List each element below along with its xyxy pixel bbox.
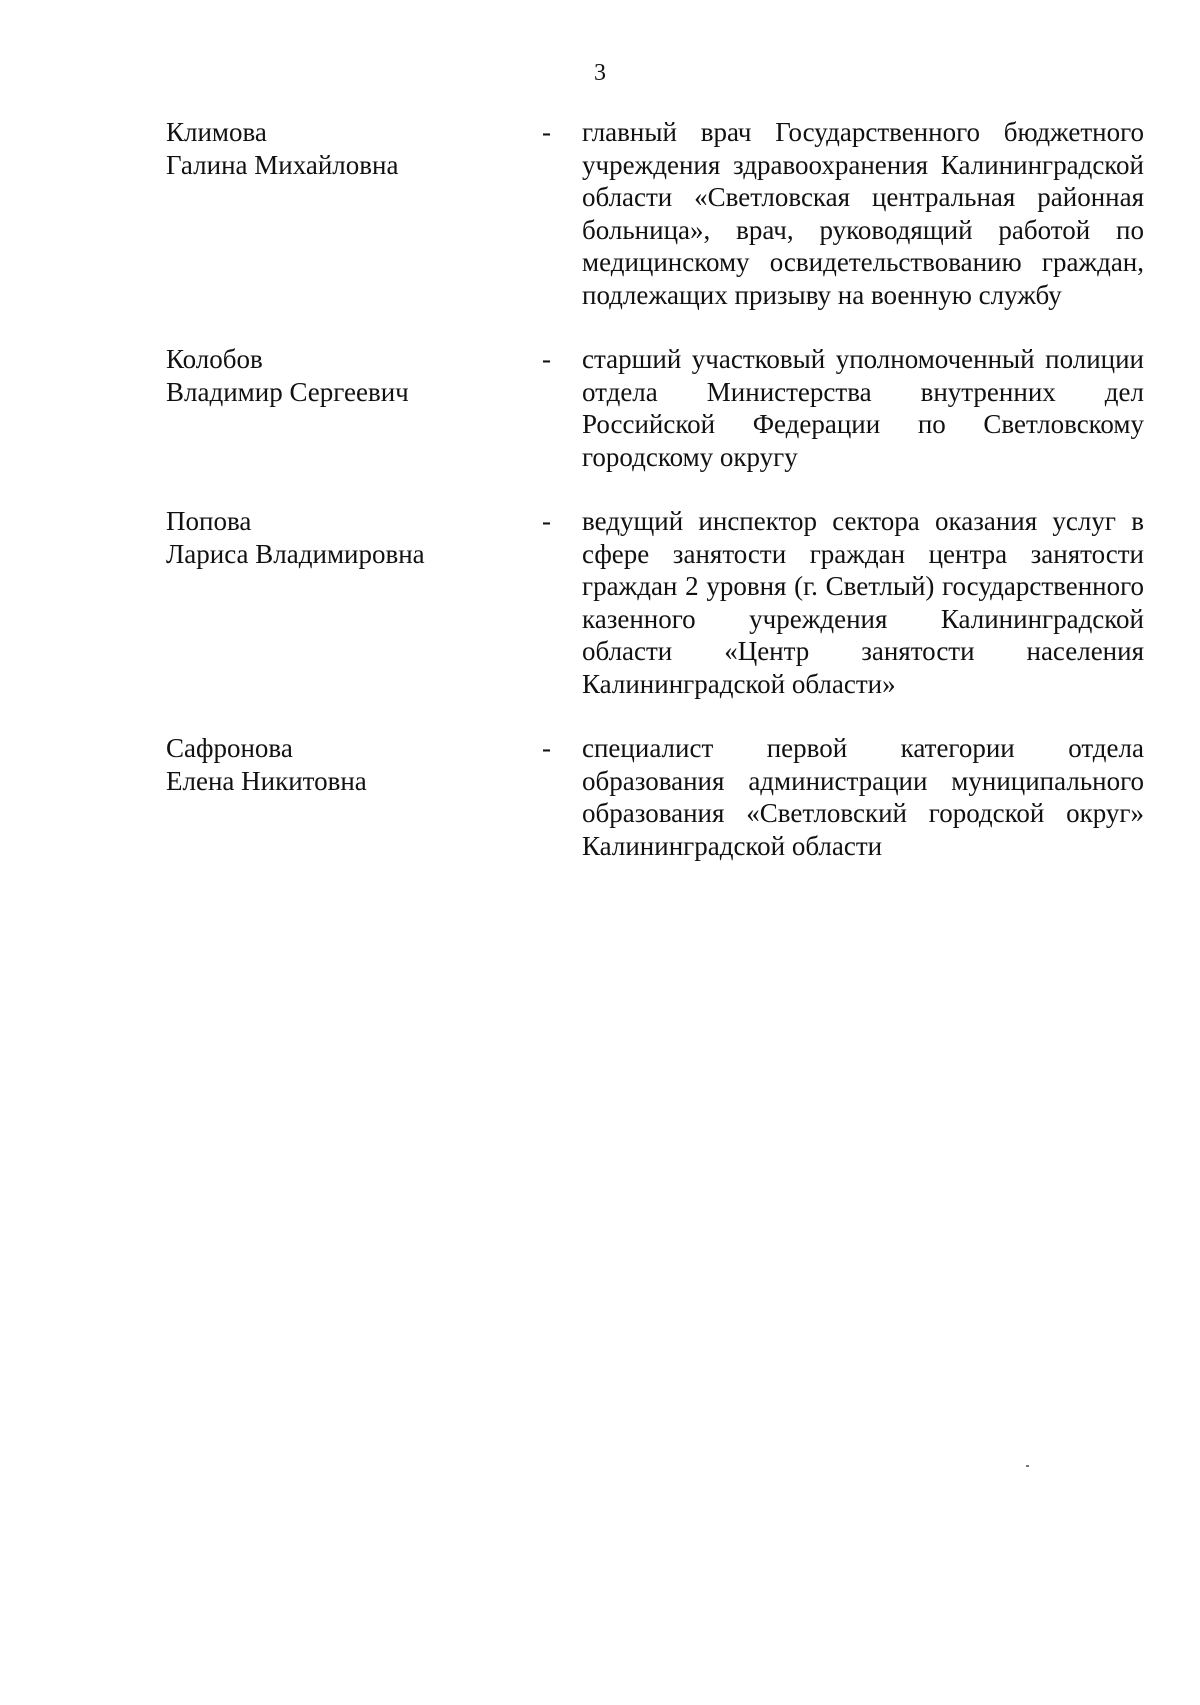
separator-dash: - bbox=[542, 733, 551, 763]
separator-dash: - bbox=[542, 506, 551, 536]
member-name bbox=[166, 343, 538, 408]
member-position: ведущий инспектор сектора оказания услуг в сфере занятости граждан центра занятости граждан 2 уровня (г. Светлый) государственного казенного учреждения Калининградской области «Центр занятости населения Калининградской области» bbox=[582, 506, 1144, 699]
member-entry bbox=[166, 343, 1144, 473]
member-entry bbox=[166, 505, 1144, 700]
member-given-names: Елена Никитовна bbox=[166, 765, 367, 796]
member-entry bbox=[166, 732, 1144, 862]
separator-dash: - bbox=[542, 117, 551, 147]
member-position: старший участковый уполномоченный полиции отдела Министерства внутренних дел Российской Федерации по Светловскому городскому округу bbox=[582, 344, 1144, 472]
member-position: специалист первой категории отдела образования администрации муниципального образования «Светловский городской округ» Калининградской области bbox=[582, 733, 1144, 861]
member-entry bbox=[166, 116, 1144, 311]
member-surname: Климова bbox=[166, 117, 267, 147]
member-list bbox=[166, 116, 1144, 894]
page-number: 3 bbox=[594, 60, 606, 86]
member-surname: Попова bbox=[166, 506, 252, 536]
member-name bbox=[166, 732, 538, 797]
member-surname: Сафронова bbox=[166, 733, 293, 763]
member-name bbox=[166, 116, 538, 181]
member-given-names: Лариса Владимировна bbox=[166, 538, 425, 569]
member-surname: Колобов bbox=[166, 344, 263, 374]
member-position: главный врач Государственного бюджетного учреждения здравоохранения Калининградской области «Светловская центральная районная больница», врач, руководящий работой по медицинскому освидетельствованию граждан, подлежащих призыву на военную службу bbox=[582, 117, 1144, 310]
member-given-names: Галина Михайловна bbox=[166, 149, 399, 180]
separator-dash: - bbox=[542, 344, 551, 374]
member-given-names: Владимир Сергеевич bbox=[166, 376, 409, 407]
member-name bbox=[166, 505, 538, 570]
scan-speck bbox=[1026, 1465, 1029, 1467]
